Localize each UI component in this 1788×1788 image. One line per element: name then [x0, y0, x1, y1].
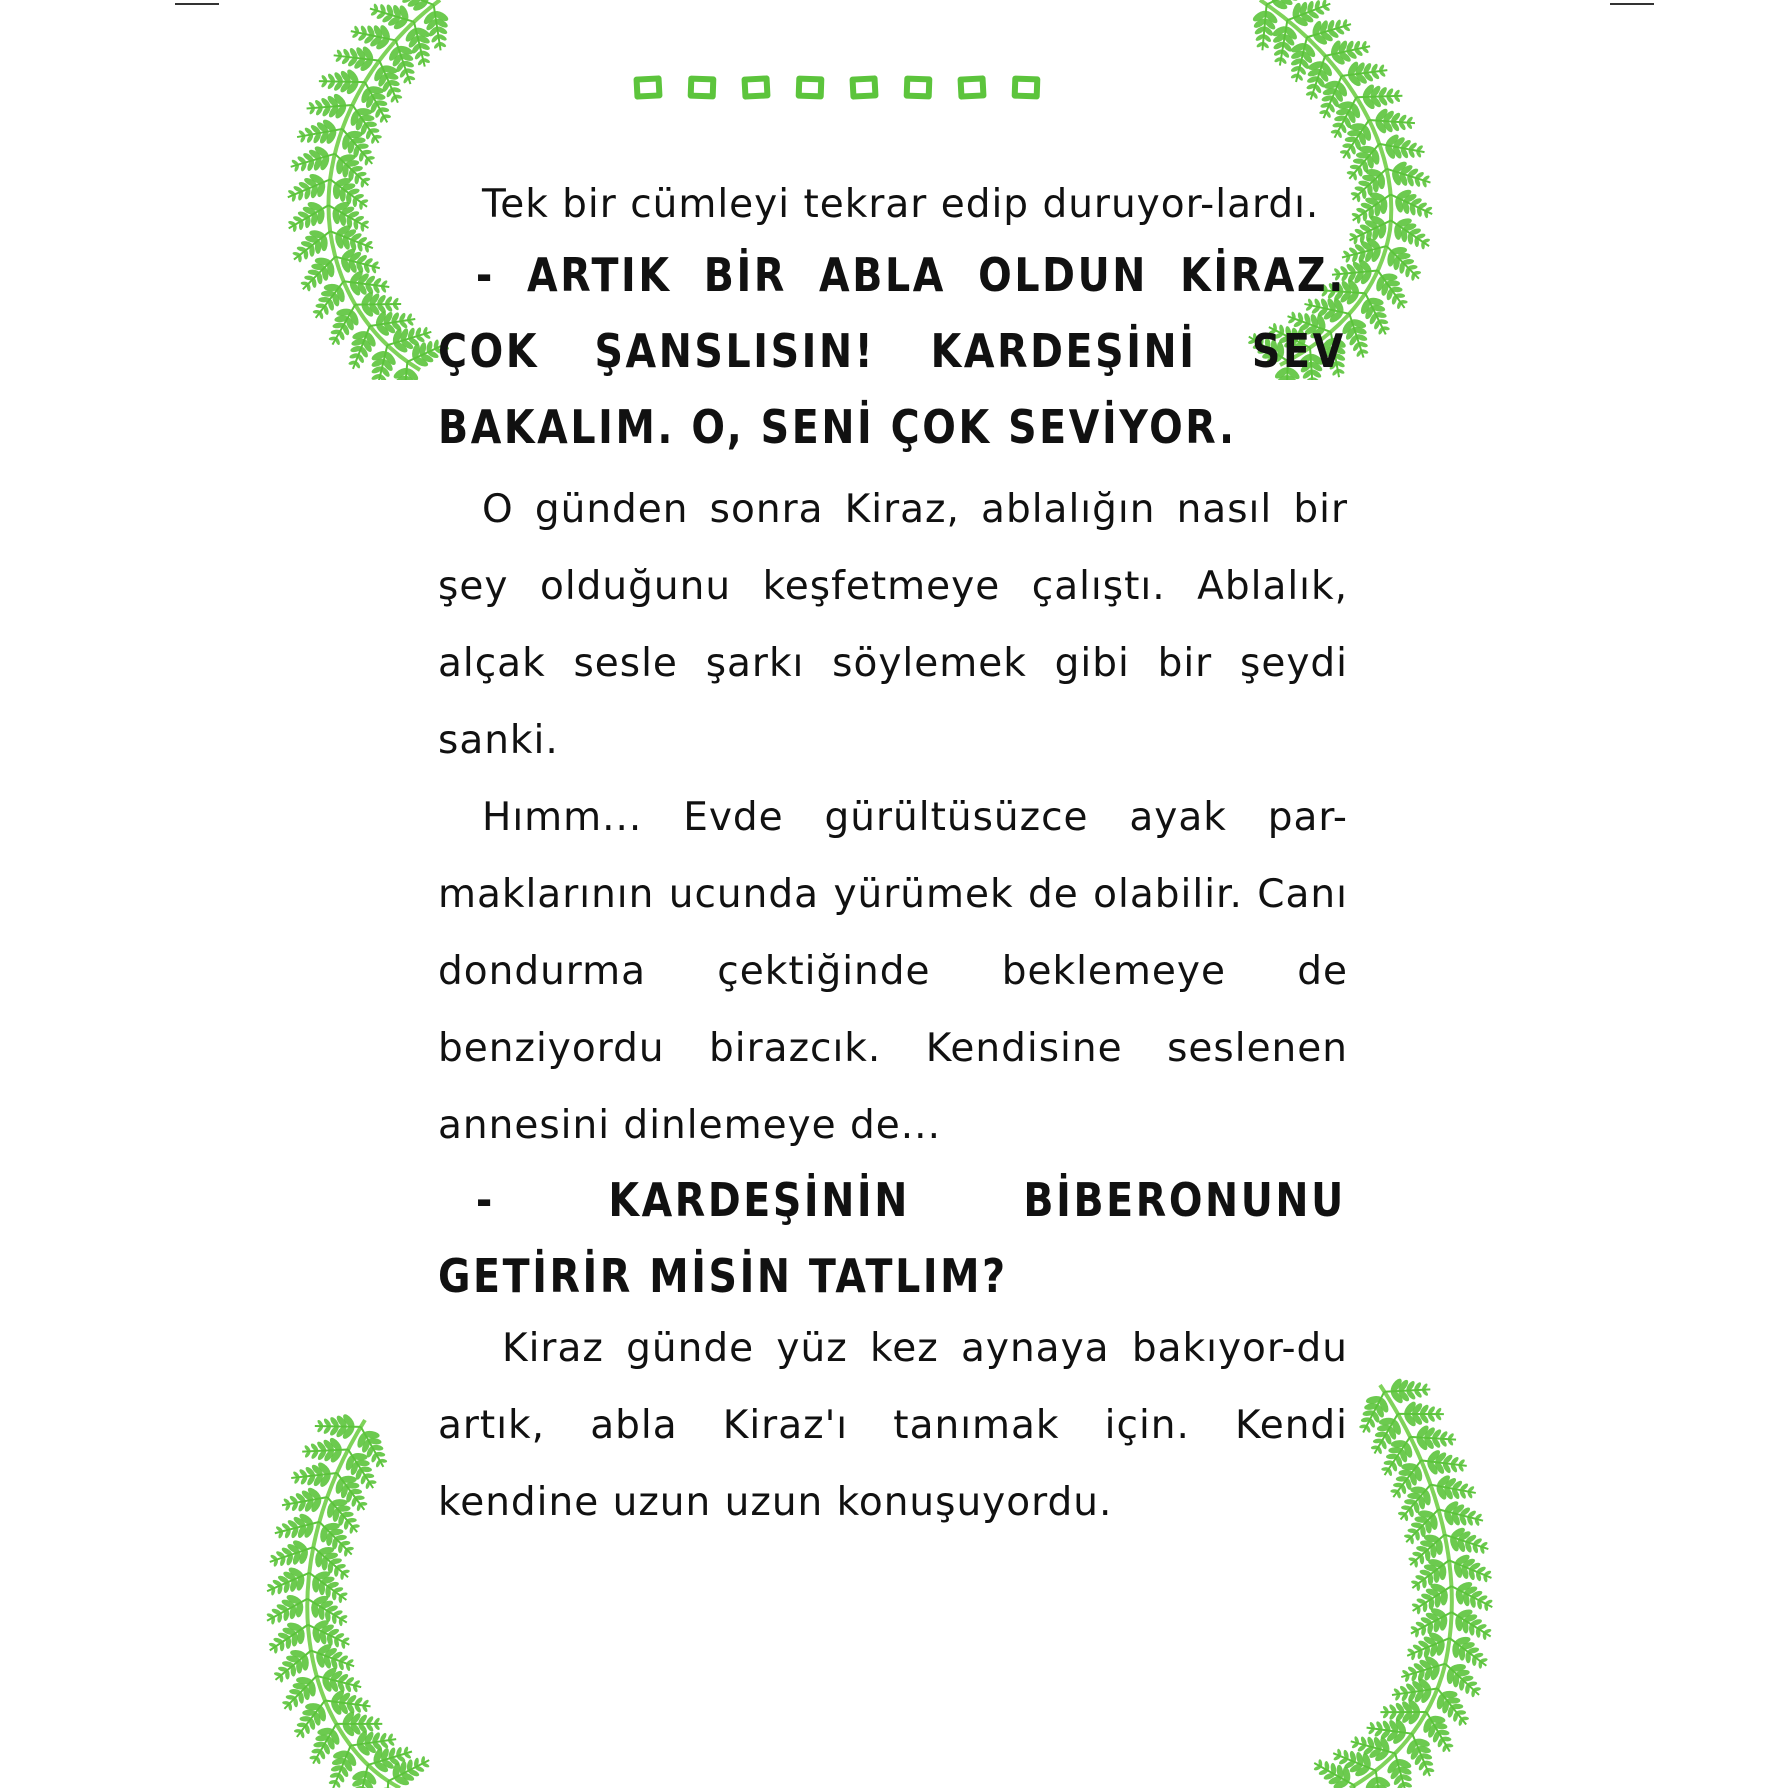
decorative-squares-row: [634, 76, 1040, 99]
fern-leaflet: [1420, 1752, 1433, 1760]
fern-leaflet: [283, 1581, 291, 1594]
dialogue-line: - ARTIK BİR ABLA OLDUN KİRAZ. ÇOK ŞANSLISIN! KARDEŞİNİ SEV BAKALIM. O, SENİ ÇOK SEVİYOR.: [438, 248, 1346, 454]
fern-leaflet: [1441, 1691, 1457, 1698]
fern-leaflet: [1451, 1704, 1463, 1709]
fern-leaflet: [1306, 0, 1315, 13]
fern-leaflet: [301, 1655, 309, 1671]
dialogue-line: - KARDEŞİNİN BİBERONUNU GETİRİR MİSİN TATLIM?: [438, 1173, 1346, 1303]
crop-mark-left: [175, 3, 219, 5]
square-icon: [633, 75, 662, 99]
story-text: [438, 166, 1348, 1541]
fern-leaflet: [1446, 1697, 1460, 1703]
fern-leaflet: [1456, 1710, 1466, 1715]
square-icon: [1012, 76, 1041, 100]
fern-leaflet: [280, 1675, 284, 1683]
square-icon: [904, 76, 933, 100]
square-icon: [957, 75, 986, 99]
crop-mark-right: [1610, 3, 1654, 5]
fern-leaflet: [303, 187, 311, 200]
square-icon: [796, 76, 825, 100]
paragraph: Hımm... Evde gürültüsüzce ayak par-maklarının ucunda yürümek de olabilir. Canı dondurma çektiğinde beklemeye de benziyordu birazcık. Kendisine seslenen annesini dinlemeye de...: [438, 795, 1348, 1148]
fern-top-left: [287, 0, 449, 380]
fern-bottom-left: [266, 1412, 430, 1788]
fern-leaflet: [296, 1660, 303, 1674]
paragraph: Tek bir cümleyi tekrar edip duruyor-lardı.: [482, 182, 1320, 227]
fern-leaflet: [1461, 1717, 1469, 1721]
paragraph: O günden sonra Kiraz, ablalığın nasıl bir şey olduğunu keşfetmeye çalıştı. Ablalık, alçak sesle şarkı söylemek gibi bir şeydi sanki.: [438, 487, 1348, 763]
paragraph: Kiraz günde yüz kez aynaya bakıyor-du artık, abla Kiraz'ı tanımak için. Kendi kendine uzun uzun konuşuyordu.: [438, 1326, 1348, 1525]
fern-branch-icon: [250, 0, 460, 380]
square-icon: [741, 75, 770, 99]
fern-leaflet: [291, 1665, 297, 1677]
fern-leaflet: [285, 1670, 290, 1680]
fern-leaflet: [387, 79, 400, 87]
square-icon: [849, 75, 878, 99]
square-icon: [688, 76, 717, 100]
